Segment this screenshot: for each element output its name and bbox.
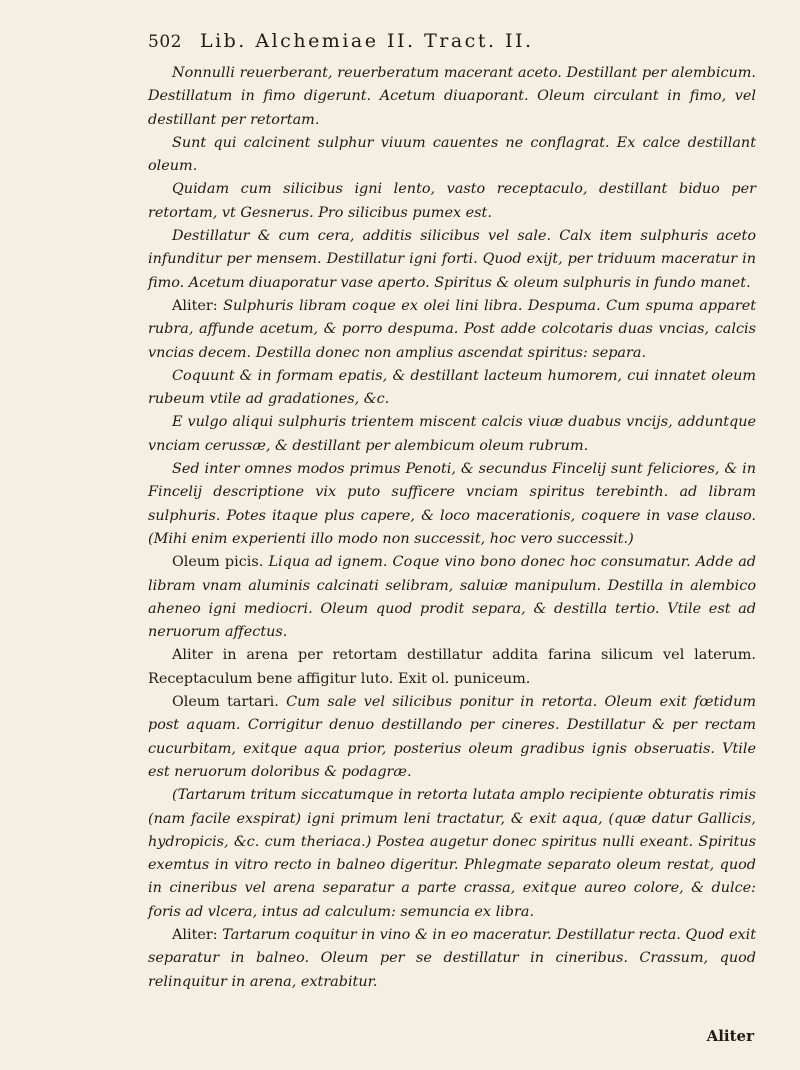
paragraph (148, 924, 756, 994)
paragraph-text: (Tartarum tritum siccatumque in retorta lutata amplo recipiente obturatis rimis (nam facile exspirat) igni primum leni tractatur, & exit aqua, (quæ datur Gallicis, hydropicis, &c. cum theriaca.) Postea augetur donec spiritus nulli exeant. Spiritus exemtus in vitro recto in balneo digeritur. Phlegmate separato oleum restat, quod in cineribus vel arena separatur a parte crassa, exitque aureo colore, & dulce: foris ad vlcera, intus ad calculum: semuncia ex libra. (148, 787, 756, 920)
paragraph (148, 178, 756, 225)
paragraph-lead: Oleum picis. (172, 554, 269, 571)
paragraph-text: Liqua ad ignem. Coque vino bono donec hoc consumatur. Adde ad libram vnam aluminis calcinati selibram, saluiæ manipulum. Destilla in alembico aheneo igni mediocri. Oleum quod prodit separa, & destilla tertio. Vtile est ad neruorum affectus. (148, 554, 756, 641)
paragraph-text: Aliter in arena per retortam destillatur addita farina silicum vel laterum. Receptaculum bene affigitur luto. Exit ol. puniceum. (148, 647, 756, 687)
paragraph (148, 644, 756, 691)
page-number: 502 (148, 32, 182, 52)
paragraph-text: Tartarum coquitur in vino & in eo maceratur. Destillatur recta. Quod exit separatur in balneo. Oleum per se destillatur in cineribus. Crassum, quod relinquitur in arena, extrabitur. (148, 926, 756, 990)
paragraph (148, 225, 756, 295)
paragraph (148, 458, 756, 551)
paragraph-text: Cum sale vel silicibus ponitur in retorta. Oleum exit fœtidum post aquam. Corrigitur denuo destillando per cineres. Destillatur & per rectam cucurbitam, exitque aqua prior, posterius oleum gradibus ignis obseruatis. Vtile est neruorum doloribus & podagræ. (148, 694, 756, 780)
paragraph-text: E vulgo aliqui sulphuris trientem miscent calcis viuæ duabus vncijs, adduntque vnciam cerussæ, & destillant per alembicum oleum rubrum. (148, 414, 756, 454)
paragraph-text: Sed inter omnes modos primus Penoti, & secundus Fincelij sunt feliciores, & in Fincelij descriptione vix puto sufficere vnciam spiritus terebinth. ad libram sulphuris. Potes itaque plus capere, & loco macerationis, coquere in vase clauso. (Mihi enim experienti illo modo non successit, hoc vero successit.) (148, 461, 756, 547)
paragraph-lead: Aliter: (172, 297, 224, 314)
paragraph (148, 784, 756, 924)
page-body (148, 62, 756, 994)
catchword: Aliter (706, 1027, 754, 1045)
paragraph-lead: Oleum tartari. (172, 694, 287, 711)
paragraph (148, 295, 756, 365)
paragraph-text: Sunt qui calcinent sulphur viuum cauentes ne conflagrat. Ex calce destillant oleum. (148, 134, 756, 175)
paragraph-text: Destillatur & cum cera, additis silicibus vel sale. Calx item sulphuris aceto infunditur per mensem. Destillatur igni forti. Quod exijt, per triduum maceratur in fimo. Acetum diuaporatur vase aperto. Spiritus & oleum sulphuris in fundo manet. (148, 228, 756, 291)
paragraph (148, 132, 756, 179)
paragraph (148, 62, 756, 132)
paragraph-text: Nonnulli reuerberant, reuerberatum macerant aceto. Destillant per alembicum. Destillatum in fimo digerunt. Acetum diuaporant. Oleum circulant in fimo, vel destillant per retortam. (148, 65, 756, 128)
running-head: Lib. Alchemiae II. Tract. II. (199, 30, 534, 52)
paragraph (148, 365, 756, 412)
paragraph (148, 551, 756, 644)
paragraph (148, 691, 756, 784)
paragraph-lead: Aliter: (172, 926, 223, 943)
page-header (148, 30, 748, 58)
paragraph-text: Sulphuris libram coque ex olei lini libra. Despuma. Cum spuma apparet rubra, affunde acetum, & porro despuma. Post adde colcotaris duas vncias, calcis vncias decem. Destilla donec non amplius ascendat spiritus: separa. (148, 297, 756, 361)
paragraph-text: Quidam cum silicibus igni lento, vasto receptaculo, destillant biduo per retortam, vt Gesnerus. Pro silicibus pumex est. (148, 181, 756, 221)
paragraph-text: Coquunt & in formam epatis, & destillant lacteum humorem, cui innatet oleum rubeum vtile ad gradationes, &c. (148, 367, 756, 408)
paragraph (148, 411, 756, 458)
